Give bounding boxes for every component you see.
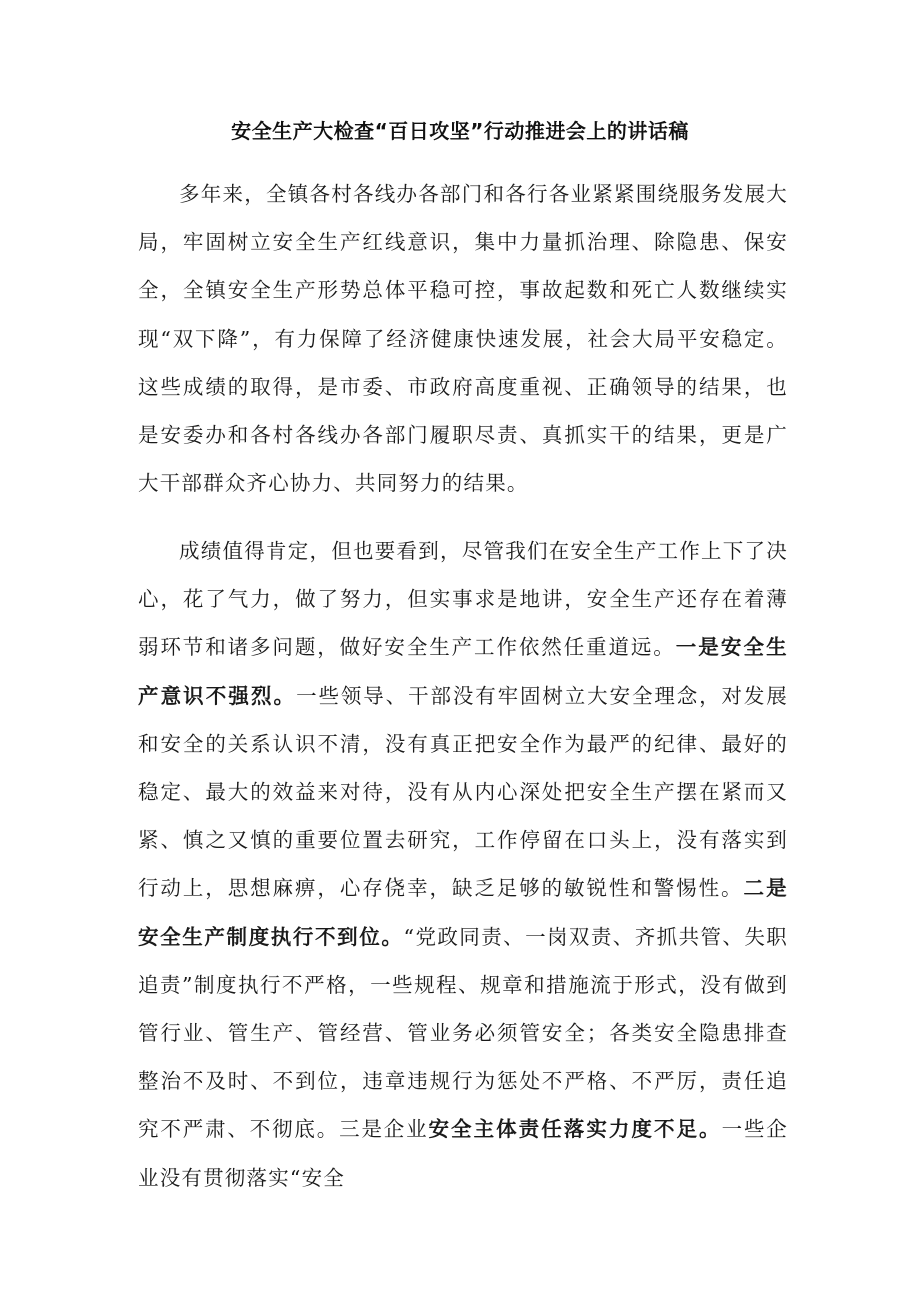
point1-body: 一些领导、干部没有牢固树立大安全理念，对发展和安全的关系认识不清，没有真正把安全作为最严的纪律、最好的稳定、最大的效益来对待，没有从内心深处把安全生产摆在紧而又紧、慎之又慎的重要位置去研究，工作停留在口头上，没有落实到行动上，思想麻痹，心存侥幸，缺乏足够的敏锐性和警惕性。 [138,683,788,901]
problems-intro: 成绩值得肯定，但也要看到，尽管我们在安全生产工作上下了决心，花了气力，做了努力，但实事求是地讲，安全生产还存在着薄弱环节和诸多问题，做好安全生产工作依然任重道远。 [138,539,788,660]
paragraph-problems [138,527,788,1202]
document-title: 安全生产大检查“百日攻坚”行动推进会上的讲话稿 [231,119,689,143]
paragraph-achievements: 多年来，全镇各村各线办各部门和各行各业紧紧围绕服务发展大局，牢固树立安全生产红线意识，集中力量抓治理、除隐患、保安全，全镇安全生产形势总体平稳可控，事故起数和死亡人数继续实现“双下降”，有力保障了经济健康快速发展，社会大局平安稳定。这些成绩的取得，是市委、市政府高度重视、正确领导的结果，也是安委办和各村各线办各部门履职尽责、真抓实干的结果，更是广大干部群众齐心协力、共同努力的结果。 [138,182,788,496]
point3-heading: 安全主体责任落实力度不足。 [428,1117,722,1142]
point2-body: “党政同责、一岗双责、齐抓共管、失职追责”制度执行不严格，一些规程、规章和措施流于形式，没有做到管行业、管生产、管经营、管业务必须管安全；各类安全隐患排查整治不及时、不到位，违章违规行为惩处不严格、不严厉，责任追究不严肃、不彻底。 [138,924,788,1142]
point3-prefix: 三是企业 [339,1117,429,1142]
point2-heading: 二是安全生产制度执行不到位。 [138,876,788,949]
point3-body: 一些企业没有贯彻落实“安全 [138,1117,788,1190]
point1-heading: 一是安全生产意识不强烈。 [138,635,788,708]
